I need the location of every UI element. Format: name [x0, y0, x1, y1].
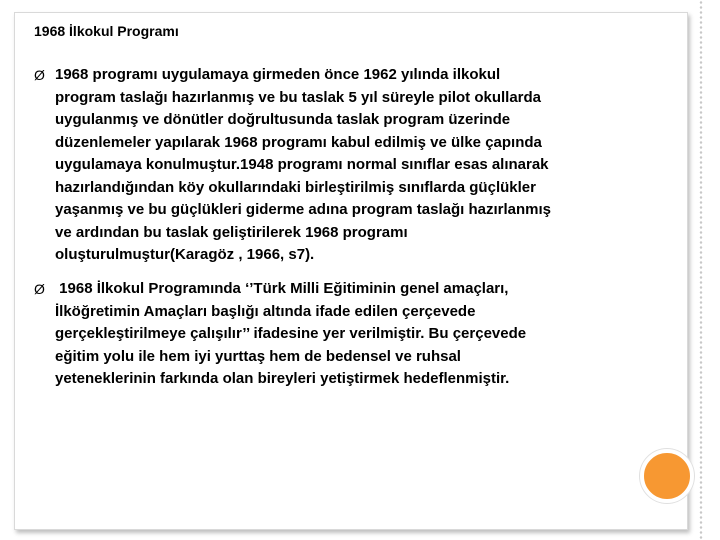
bullet-item	[34, 64, 664, 267]
bullet-text-line: İlköğretimin Amaçları başlığı altında ifade edilen çerçevede	[55, 302, 476, 320]
arrow-bullet-icon: Ø	[34, 67, 45, 83]
bullet-text-line: program taslağı hazırlanmış ve bu taslak 5 yıl süreyle pilot okullarda	[55, 88, 542, 106]
bullet-text-line: eğitim yolu ile hem iyi yurttaş hem de bedensel ve ruhsal	[55, 347, 461, 365]
bullet-text-line: gerçekleştirilmeye çalışılır’’ ifadesine yer verilmiştir. Bu çerçevede	[55, 325, 527, 342]
bullet-text-line: hazırlandığından köy okullarındaki birleştirilmiş sınıflarda güçlükler	[55, 178, 536, 196]
bullet-text-line: yaşanmış ve bu güçlükleri giderme adına program taslağı hazırlanmış	[55, 201, 552, 218]
bullet-text-line: düzenlemeler yapılarak 1968 programı kabul edilmiş ve ülke çapında	[55, 133, 542, 151]
bullet-text-line: uygulanmış ve dönütler doğrultusunda taslak program üzerinde	[55, 111, 511, 128]
bullet-text-line: oluşturulmuştur(Karagöz , 1966, s7).	[55, 246, 315, 263]
bullet-text-line: uygulamaya konulmuştur.1948 programı normal sınıflar esas alınarak	[55, 156, 549, 173]
bullet-text-line: 1968 İlkokul Programında ‘’Türk Milli Eğitiminin genel amaçları,	[55, 280, 509, 297]
arrow-bullet-icon: Ø	[34, 281, 45, 297]
decorative-dotted-line	[699, 0, 703, 540]
bullet-text-line: yeteneklerinin farkında olan bireyleri yetiştirmek hedeflenmiştir.	[55, 370, 510, 387]
bullet-text-line: ve ardından bu taslak geliştirilerek 1968 programı	[55, 223, 408, 241]
decorative-orange-circle	[640, 449, 694, 503]
bullet-item	[34, 278, 664, 391]
bullet-text-line: 1968 programı uygulamaya girmeden önce 1962 yılında ilkokul	[55, 66, 501, 83]
slide-title: 1968 İlkokul Programı	[34, 23, 179, 39]
